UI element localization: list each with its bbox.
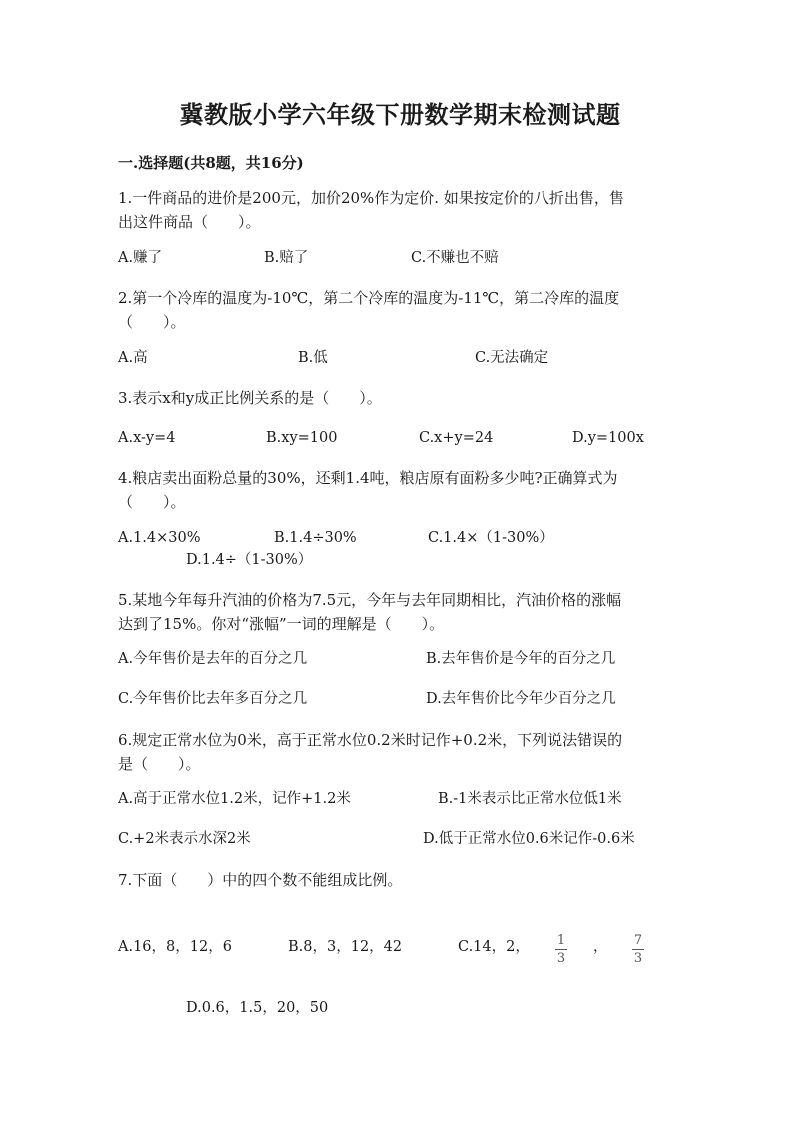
option-b[interactable]: B.低 — [298, 350, 328, 366]
question-7 — [118, 868, 678, 892]
option-c[interactable]: C.x+y=24 — [419, 430, 494, 446]
fraction-bar — [632, 949, 644, 950]
question-6-options-row2 — [118, 827, 688, 851]
question-stem-line: （ ）。 — [118, 493, 186, 511]
option-d[interactable]: D.0.6，1.5，20，50 — [186, 1000, 329, 1016]
question-stem-line: 2.第一个冷库的温度为-10℃，第二个冷库的温度为-11℃，第二冷库的温度 — [118, 289, 620, 307]
option-c[interactable]: C.1.4×（1-30%） — [428, 530, 554, 546]
question-stem-line: 3.表示x和y成正比例关系的是（ ）。 — [118, 389, 382, 407]
question-stem-line: （ ）。 — [118, 313, 186, 331]
option-b[interactable]: B.1.4÷30% — [274, 530, 357, 546]
question-stem-line: 7.下面（ ）中的四个数不能组成比例。 — [118, 871, 403, 889]
section-heading: 一.选择题(共8题，共16分) — [118, 154, 304, 172]
option-b[interactable]: B.xy=100 — [266, 430, 338, 446]
option-d[interactable]: D.低于正常水位0.6米记作-0.6米 — [423, 831, 635, 847]
option-a[interactable]: A.高于正常水位1.2米，记作+1.2米 — [118, 791, 351, 807]
fraction-one-third — [555, 933, 567, 966]
fraction-seven-thirds — [632, 933, 644, 966]
question-stem-line: 是（ ）。 — [118, 755, 201, 773]
question-3 — [118, 386, 678, 410]
question-4 — [118, 466, 678, 514]
fraction-numerator: 1 — [556, 933, 566, 948]
question-5-options-row2 — [118, 687, 688, 711]
question-3-options — [118, 426, 688, 450]
question-stem-line: 达到了15%。你对“涨幅”一词的理解是（ ）。 — [118, 615, 445, 633]
question-7-options-row2 — [118, 996, 688, 1020]
option-a[interactable]: A.16，8，12，6 — [118, 939, 232, 955]
question-stem-line: 6.规定正常水位为0米，高于正常水位0.2米时记作+0.2米，下列说法错误的 — [118, 731, 623, 749]
question-5-options-row1 — [118, 647, 688, 671]
option-c[interactable]: C.今年售价比去年多百分之几 — [118, 691, 308, 707]
fraction-denominator: 3 — [556, 951, 566, 966]
option-a[interactable]: A.x-y=4 — [118, 430, 176, 446]
question-4-options-row2 — [118, 548, 688, 572]
question-2-options — [118, 346, 688, 370]
option-b[interactable]: B.-1米表示比正常水位低1米 — [438, 791, 622, 807]
page-title: 冀教版小学六年级下册数学期末检测试题 — [179, 100, 621, 129]
option-c-separator: ， — [593, 939, 608, 955]
option-d[interactable]: D.1.4÷（1-30%） — [186, 552, 313, 568]
question-stem-line: 出这件商品（ ）。 — [118, 213, 261, 231]
option-a[interactable]: A.高 — [118, 350, 148, 366]
question-4-options-row1 — [118, 526, 688, 550]
question-1-options — [118, 246, 688, 270]
option-c[interactable]: C.14，2， — [458, 939, 530, 955]
fraction-denominator: 3 — [633, 951, 643, 966]
question-stem-line: 5.某地今年每升汽油的价格为7.5元，今年与去年同期相比，汽油价格的涨幅 — [118, 591, 622, 609]
option-c[interactable]: C.+2米表示水深2米 — [118, 831, 251, 847]
option-d[interactable]: D.y=100x — [572, 430, 644, 446]
option-a[interactable]: A.今年售价是去年的百分之几 — [118, 651, 308, 667]
option-c[interactable]: C.无法确定 — [475, 350, 549, 366]
option-d[interactable]: D.去年售价比今年少百分之几 — [426, 691, 616, 707]
option-b[interactable]: B.去年售价是今年的百分之几 — [426, 651, 616, 667]
question-5 — [118, 588, 678, 636]
option-a[interactable]: A.赚了 — [118, 250, 163, 266]
question-6 — [118, 728, 678, 776]
fraction-bar — [555, 949, 567, 950]
fraction-numerator: 7 — [633, 933, 643, 948]
question-stem-line: 4.粮店卖出面粉总量的30%，还剩1.4吨，粮店原有面粉多少吨?正确算式为 — [118, 469, 618, 487]
option-b[interactable]: B.8，3，12，42 — [288, 939, 403, 955]
option-c[interactable]: C.不赚也不赔 — [411, 250, 499, 266]
question-stem-line: 1.一件商品的进价是200元，加价20%作为定价. 如果按定价的八折出售，售 — [118, 189, 624, 207]
question-2 — [118, 286, 678, 334]
question-1 — [118, 186, 678, 234]
question-6-options-row1 — [118, 787, 688, 811]
option-b[interactable]: B.赔了 — [264, 250, 309, 266]
option-a[interactable]: A.1.4×30% — [118, 530, 201, 546]
